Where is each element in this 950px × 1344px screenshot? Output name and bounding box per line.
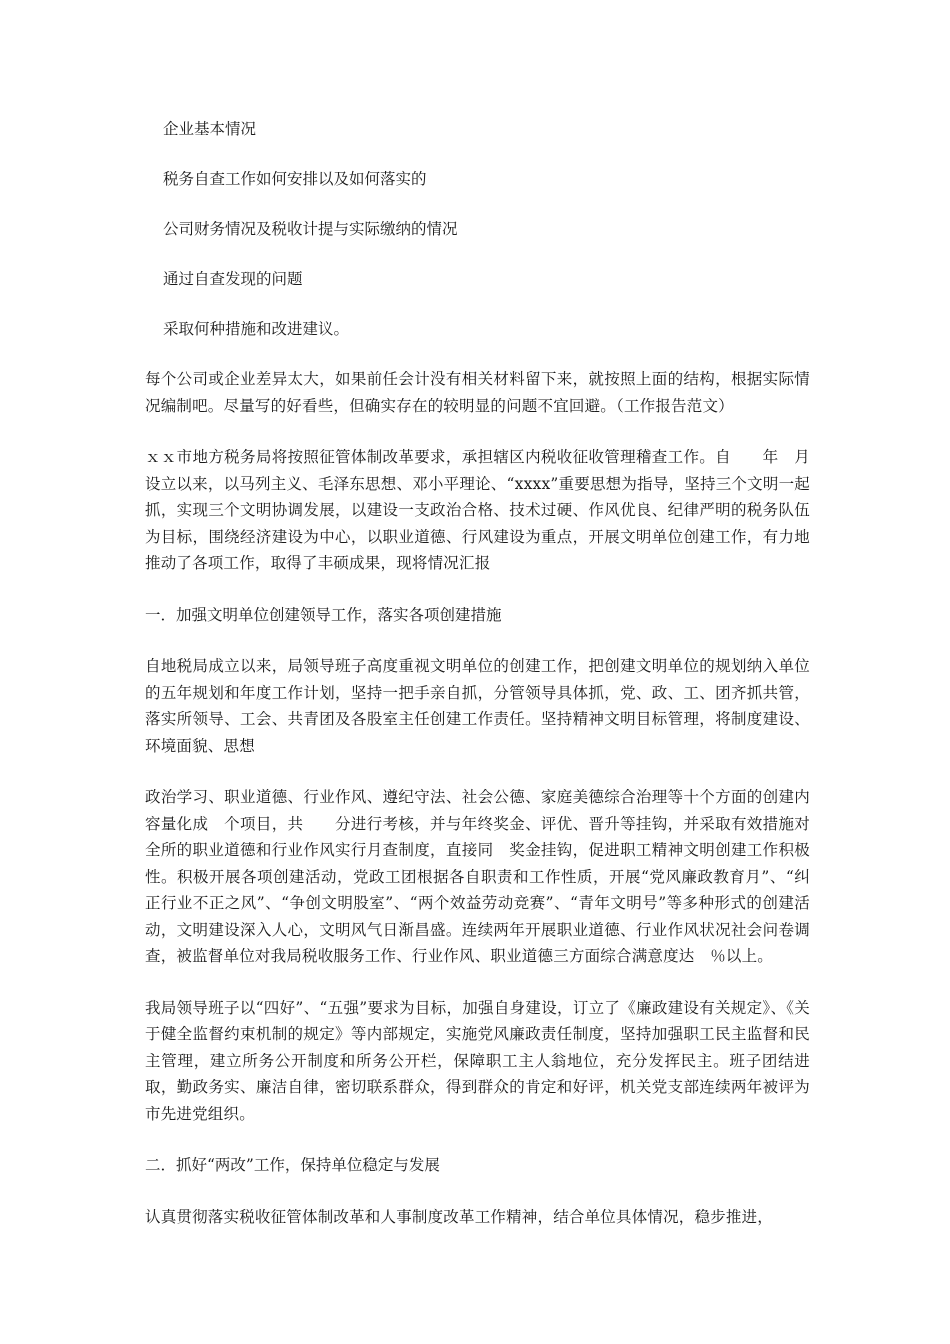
section-heading-1: 一．加强文明单位创建领导工作，落实各项创建措施 — [145, 605, 502, 624]
paragraph-intro: ｘｘ市地方税务局将按照征管体制改革要求，承担辖区内税收征收管理稽查工作。自 年 月设立以来，以马列主义、毛泽东思想、邓小平理论、“xxxx”重要思想为指导，坚持三个文明一起抓，实现三个文明协调发展，以建设一支政治合格、技术过硬、作风优良、纪律严明的税务队伍为目标，围绕经济建设为中心，以职业道德、行风建设为重点，开展文明单位创建工作，有力地推动了各项工作，取得了丰硕成果，现将情况汇报 — [145, 448, 810, 572]
paragraph-activities: 政治学习、职业道德、行业作风、遵纪守法、社会公德、家庭美德综合治理等十个方面的创建内容量化成 个项目，共 分进行考核，并与年终奖金、评优、晋升等挂钩，并采取有效措施对全所的职业道德和行业作风实行月查制度，直接同 奖金挂钩，促进职工精神文明创建工作积极性。积极开展各项创建活动，党政工团根据各自职责和工作性质，开展“党风廉政教育月”、“纠正行业不正之风”、“争创文明股室”、“两个效益劳动竞赛”、“青年文明号”等多种形式的创建活动，文明建设深入人心，文明风气日渐昌盛。连续两年开展职业道德、行业作风状况社会问卷调查，被监督单位对我局税收服务工作、行业作风、职业道德三方面综合满意度达 ％以上。 — [145, 788, 810, 965]
paragraph-reform: 认真贯彻落实税收征管体制改革和人事制度改革工作精神，结合单位具体情况，稳步推进， — [145, 1207, 774, 1226]
outline-item: 采取何种措施和改进建议。 — [163, 320, 350, 338]
paragraph-self-building: 我局领导班子以“四好”、“五强”要求为目标，加强自身建设，订立了《廉政建设有关规定》、《关于健全监督约束机制的规定》等内部规定，实施党风廉政责任制度，坚持加强职工民主监督和民主管理，建立所务公开制度和所务公开栏，保障职工主人翁地位，充分发挥民主。班子团结进取，勤政务实、廉洁自律，密切联系群众，得到群众的肯定和好评，机关党支部连续两年被评为市先进党组织。 — [145, 998, 810, 1123]
document-body — [145, 366, 810, 1255]
paragraph-note: 每个公司或企业差异太大，如果前任会计没有相关材料留下来，就按照上面的结构，根据实际情况编制吧。尽量写的好看些，但确实存在的较明显的问题不宜回避。（工作报告范文） — [145, 370, 810, 415]
section-heading-2: 二．抓好“两改”工作，保持单位稳定与发展 — [145, 1156, 440, 1174]
outline-item: 公司财务情况及税收计提与实际缴纳的情况 — [163, 220, 458, 238]
outline-list — [163, 118, 803, 368]
outline-item: 税务自查工作如何安排以及如何落实的 — [163, 170, 427, 188]
paragraph-leadership: 自地税局成立以来，局领导班子高度重视文明单位的创建工作，把创建文明单位的规划纳入单位的五年规划和年度工作计划，坚持一把手亲自抓，分管领导具体抓，党、政、工、团齐抓共管，落实所领导、工会、共青团及各股室主任创建工作责任。坚持精神文明目标管理，将制度建设、环境面貌、思想 — [145, 657, 810, 755]
outline-item: 企业基本情况 — [163, 120, 257, 138]
outline-item: 通过自查发现的问题 — [163, 270, 303, 288]
